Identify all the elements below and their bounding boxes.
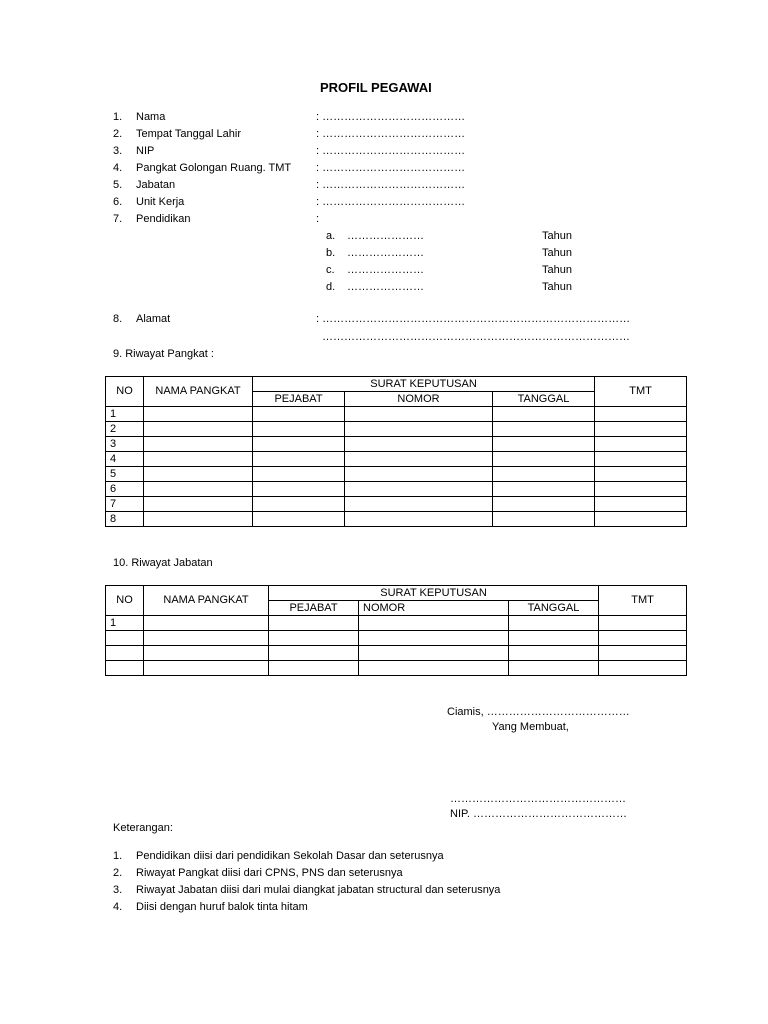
- education-dots: …………………: [347, 264, 424, 276]
- riwayat-jabatan-heading: 10. Riwayat Jabatan: [113, 557, 213, 569]
- note-text: Pendidikan diisi dari pendidikan Sekolah Dasar dan seterusnya: [136, 850, 444, 862]
- page-title: PROFIL PEGAWAI: [320, 80, 432, 95]
- field-label: Jabatan: [136, 179, 176, 191]
- table-cell: [509, 646, 599, 661]
- table-cell: [493, 497, 595, 512]
- note-text: Riwayat Pangkat diisi dari CPNS, PNS dan seterusnya: [136, 867, 403, 879]
- education-dots: …………………: [347, 247, 424, 259]
- field-label: NIP: [136, 145, 155, 157]
- table-cell: [359, 616, 509, 631]
- riwayat-pangkat-heading: 9. Riwayat Pangkat :: [113, 348, 214, 360]
- header-no: NO: [106, 377, 144, 407]
- field-number: 6.: [113, 196, 123, 208]
- table-cell: [144, 512, 253, 527]
- education-tahun: Tahun: [542, 264, 572, 276]
- table-cell: [599, 661, 687, 676]
- education-letter: d.: [326, 281, 336, 293]
- table-cell: [345, 422, 493, 437]
- table-cell: [144, 661, 269, 676]
- table-cell: [144, 631, 269, 646]
- education-tahun: Tahun: [542, 281, 572, 293]
- table-row: [106, 661, 687, 676]
- header-pejabat: PEJABAT: [269, 601, 359, 616]
- field-value: : …………………………………: [316, 145, 466, 157]
- table-cell: [599, 616, 687, 631]
- riwayat-jabatan-table: [105, 585, 687, 676]
- table-cell: [345, 512, 493, 527]
- alamat-number: 8.: [113, 313, 123, 325]
- table-row: [106, 646, 687, 661]
- table-cell: [595, 482, 687, 497]
- education-dots: …………………: [347, 230, 424, 242]
- row-number: 2: [106, 422, 144, 437]
- field-value: :: [316, 213, 320, 225]
- table-cell: [493, 422, 595, 437]
- table-cell: [269, 661, 359, 676]
- header-tanggal: TANGGAL: [493, 392, 595, 407]
- table-cell: [595, 407, 687, 422]
- table-cell: [595, 422, 687, 437]
- table-cell: [345, 452, 493, 467]
- table-cell: [253, 437, 345, 452]
- field-label: Pendidikan: [136, 213, 191, 225]
- table-cell: [493, 437, 595, 452]
- table-cell: [493, 452, 595, 467]
- table-cell: [253, 452, 345, 467]
- header-tanggal: TANGGAL: [509, 601, 599, 616]
- field-value: : …………………………………: [316, 111, 466, 123]
- header-nomor: NOMOR: [345, 392, 493, 407]
- field-value: : …………………………………: [316, 162, 466, 174]
- education-letter: a.: [326, 230, 336, 242]
- table-cell: [253, 497, 345, 512]
- table-cell: [253, 467, 345, 482]
- header-no: NO: [106, 586, 144, 616]
- table-row: [106, 467, 687, 482]
- table-cell: [599, 631, 687, 646]
- table-cell: [493, 467, 595, 482]
- table-cell: [359, 661, 509, 676]
- table-cell: [595, 497, 687, 512]
- note-text: Diisi dengan huruf balok tinta hitam: [136, 901, 308, 913]
- header-surat-keputusan: SURAT KEPUTUSAN: [269, 586, 599, 601]
- row-number: 5: [106, 467, 144, 482]
- row-number: [106, 661, 144, 676]
- note-number: 4.: [113, 901, 123, 913]
- table-cell: [595, 512, 687, 527]
- row-number: 8: [106, 512, 144, 527]
- row-number: 7: [106, 497, 144, 512]
- table-cell: [253, 482, 345, 497]
- education-letter: b.: [326, 247, 336, 259]
- table-cell: [144, 422, 253, 437]
- row-number: 1: [106, 616, 144, 631]
- header-tmt: TMT: [599, 586, 687, 616]
- table-cell: [144, 616, 269, 631]
- alamat-line-1: : …………………………………………………………………………: [316, 313, 631, 325]
- row-number: [106, 631, 144, 646]
- note-number: 2.: [113, 867, 123, 879]
- field-label: Pangkat Golongan Ruang. TMT: [136, 162, 292, 174]
- table-cell: [493, 512, 595, 527]
- table-cell: [509, 616, 599, 631]
- note-text: Riwayat Jabatan diisi dari mulai diangkat jabatan structural dan seterusnya: [136, 884, 501, 896]
- table-cell: [253, 407, 345, 422]
- header-nama-pangkat: NAMA PANGKAT: [144, 377, 253, 407]
- field-number: 5.: [113, 179, 123, 191]
- note-number: 1.: [113, 850, 123, 862]
- signature-nip: NIP. ……………………………………: [450, 808, 628, 820]
- table-row: [106, 422, 687, 437]
- field-value: : …………………………………: [316, 179, 466, 191]
- field-number: 3.: [113, 145, 123, 157]
- field-number: 7.: [113, 213, 123, 225]
- row-number: 4: [106, 452, 144, 467]
- field-number: 1.: [113, 111, 123, 123]
- table-cell: [345, 482, 493, 497]
- field-number: 2.: [113, 128, 123, 140]
- table-row: [106, 512, 687, 527]
- field-label: Unit Kerja: [136, 196, 185, 208]
- header-pejabat: PEJABAT: [253, 392, 345, 407]
- note-number: 3.: [113, 884, 123, 896]
- row-number: 6: [106, 482, 144, 497]
- table-cell: [595, 437, 687, 452]
- notes-heading: Keterangan:: [113, 822, 173, 834]
- table-cell: [144, 497, 253, 512]
- education-tahun: Tahun: [542, 247, 572, 259]
- header-tmt: TMT: [595, 377, 687, 407]
- header-surat-keputusan: SURAT KEPUTUSAN: [253, 377, 595, 392]
- table-cell: [345, 497, 493, 512]
- row-number: [106, 646, 144, 661]
- table-cell: [253, 512, 345, 527]
- alamat-label: Alamat: [136, 313, 171, 325]
- alamat-line-2: …………………………………………………………………………: [322, 331, 630, 343]
- table-cell: [359, 631, 509, 646]
- table-cell: [595, 452, 687, 467]
- education-tahun: Tahun: [542, 230, 572, 242]
- table-row: [106, 482, 687, 497]
- table-cell: [493, 407, 595, 422]
- table-row: [106, 497, 687, 512]
- table-cell: [493, 482, 595, 497]
- table-cell: [269, 631, 359, 646]
- table-cell: [144, 646, 269, 661]
- row-number: 3: [106, 437, 144, 452]
- signature-name-line: …………………………………………: [450, 793, 626, 805]
- signature-maker: Yang Membuat,: [492, 721, 569, 733]
- education-dots: …………………: [347, 281, 424, 293]
- table-row: [106, 437, 687, 452]
- table-cell: [144, 407, 253, 422]
- header-nama-pangkat: NAMA PANGKAT: [144, 586, 269, 616]
- field-number: 4.: [113, 162, 123, 174]
- field-value: : …………………………………: [316, 196, 466, 208]
- table-row: [106, 452, 687, 467]
- table-cell: [253, 422, 345, 437]
- education-letter: c.: [326, 264, 335, 276]
- table-cell: [599, 646, 687, 661]
- table-cell: [359, 646, 509, 661]
- row-number: 1: [106, 407, 144, 422]
- header-nomor: NOMOR: [359, 601, 509, 616]
- table-cell: [345, 407, 493, 422]
- table-cell: [345, 437, 493, 452]
- table-cell: [509, 661, 599, 676]
- table-cell: [144, 482, 253, 497]
- riwayat-pangkat-table: [105, 376, 687, 527]
- table-cell: [269, 646, 359, 661]
- table-cell: [595, 467, 687, 482]
- field-value: : …………………………………: [316, 128, 466, 140]
- table-cell: [144, 452, 253, 467]
- table-row: [106, 616, 687, 631]
- table-cell: [345, 467, 493, 482]
- table-row: [106, 631, 687, 646]
- signature-place-date: Ciamis, …………………………………: [447, 706, 630, 718]
- table-cell: [144, 467, 253, 482]
- table-cell: [509, 631, 599, 646]
- table-row: [106, 407, 687, 422]
- field-label: Tempat Tanggal Lahir: [136, 128, 241, 140]
- field-label: Nama: [136, 111, 166, 123]
- table-cell: [269, 616, 359, 631]
- table-cell: [144, 437, 253, 452]
